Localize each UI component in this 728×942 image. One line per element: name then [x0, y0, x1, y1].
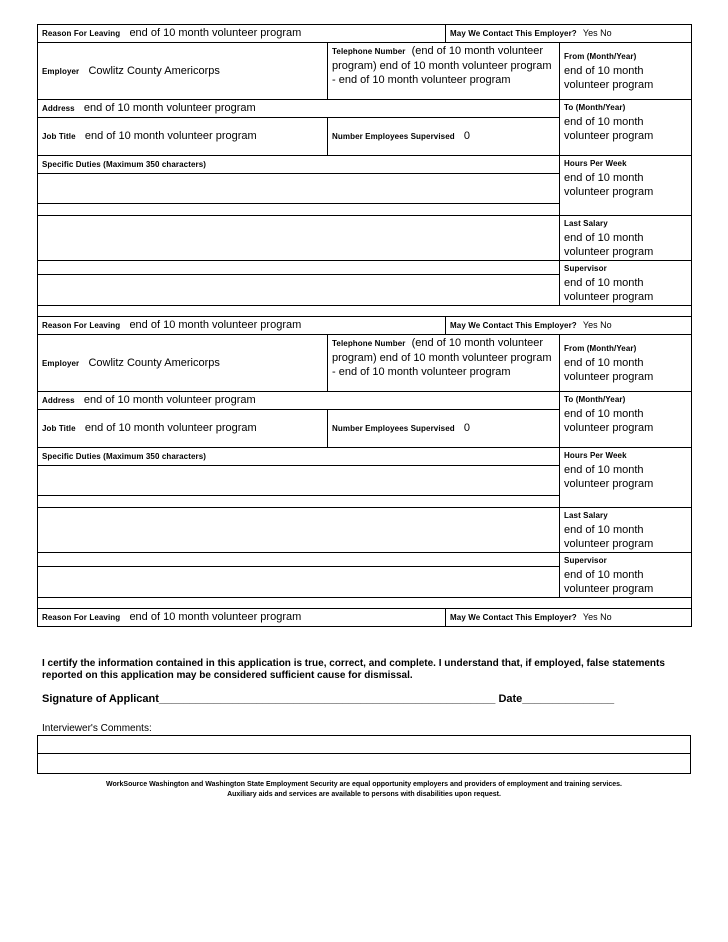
may-contact-field[interactable]: May We Contact This Employer? Yes No — [446, 25, 692, 43]
may-contact-field[interactable]: May We Contact This Employer? Yes No — [446, 317, 692, 335]
duties-line-2[interactable] — [38, 496, 560, 508]
spacer-row — [38, 598, 692, 609]
hours-per-week-field[interactable]: Hours Per Week end of 10 month volunteer program — [560, 448, 692, 508]
employer-field[interactable]: Employer Cowlitz County Americorps — [38, 335, 328, 392]
comments-divider — [38, 753, 690, 754]
address-field[interactable]: Address end of 10 month volunteer program — [38, 100, 560, 118]
employment-history-form — [37, 24, 691, 627]
employees-supervised-field[interactable]: Number Employees Supervised 0 — [328, 118, 560, 156]
employer-row — [38, 335, 692, 392]
salary-row — [38, 508, 692, 553]
employees-supervised-field[interactable]: Number Employees Supervised 0 — [328, 410, 560, 448]
reason-row-0 — [38, 25, 692, 43]
hours-per-week-field[interactable]: Hours Per Week end of 10 month volunteer program — [560, 156, 692, 216]
specific-duties-label: Specific Duties (Maximum 350 characters) — [38, 448, 560, 466]
specific-duties-label: Specific Duties (Maximum 350 characters) — [38, 156, 560, 174]
last-salary-field[interactable]: Last Salary end of 10 month volunteer program — [560, 216, 692, 261]
duties-line-3[interactable] — [38, 508, 560, 553]
spacer-row — [38, 306, 692, 317]
spacer-cell — [38, 598, 692, 609]
from-date-field[interactable]: From (Month/Year) end of 10 month volunteer program — [560, 335, 692, 392]
duties-line — [38, 261, 692, 275]
interviewer-comments-box[interactable] — [37, 735, 691, 774]
supervisor-field[interactable]: Supervisor end of 10 month volunteer program — [560, 553, 692, 598]
to-date-field[interactable]: To (Month/Year) end of 10 month volunteer program — [560, 100, 692, 156]
job-title-field[interactable]: Job Title end of 10 month volunteer program — [38, 118, 328, 156]
duties-line-3[interactable] — [38, 216, 560, 261]
employer-field[interactable]: Employer Cowlitz County Americorps — [38, 43, 328, 100]
duties-line — [38, 553, 692, 567]
employer-row — [38, 43, 692, 100]
duties-header-row — [38, 448, 692, 466]
duties-line-5[interactable] — [38, 566, 560, 597]
job-title-field[interactable]: Job Title end of 10 month volunteer program — [38, 410, 328, 448]
reason-for-leaving-field[interactable]: Reason For Leaving end of 10 month volunteer program — [38, 317, 446, 335]
duties-header-row — [38, 156, 692, 174]
footer-aids-line: Auxiliary aids and services are available to persons with disabilities upon request. — [227, 791, 501, 798]
duties-line-2[interactable] — [38, 204, 560, 216]
telephone-field[interactable]: Telephone Number (end of 10 month volunteer program) end of 10 month volunteer program - end of 10 month volunteer program — [328, 335, 560, 392]
address-row — [38, 100, 692, 118]
duties-line-5[interactable] — [38, 274, 560, 305]
from-date-field[interactable]: From (Month/Year) end of 10 month volunteer program — [560, 43, 692, 100]
duties-line-1[interactable] — [38, 174, 560, 204]
may-contact-field[interactable]: May We Contact This Employer? Yes No — [446, 609, 692, 627]
footer-notice — [37, 780, 691, 800]
reason-row-1 — [38, 317, 692, 335]
reason-row-2 — [38, 609, 692, 627]
supervisor-field[interactable]: Supervisor end of 10 month volunteer program — [560, 261, 692, 306]
salary-row — [38, 216, 692, 261]
signature-date-line[interactable]: Signature of Applicant_______________________________________________________ Date_______________ — [42, 693, 615, 705]
to-date-field[interactable]: To (Month/Year) end of 10 month volunteer program — [560, 392, 692, 448]
certification-statement: I certify the information contained in this application is true, correct, and complete. I understand that, if employed, false statements reported on this application may be considered sufficient cause for dismissal. — [42, 658, 665, 681]
spacer-cell — [38, 306, 692, 317]
address-field[interactable]: Address end of 10 month volunteer program — [38, 392, 560, 410]
footer-eeo-line: WorkSource Washington and Washington State Employment Security are equal opportunity employers and providers of employment and training services. — [106, 781, 622, 788]
last-salary-field[interactable]: Last Salary end of 10 month volunteer program — [560, 508, 692, 553]
reason-for-leaving-field[interactable]: Reason For Leaving end of 10 month volunteer program — [38, 609, 446, 627]
duties-line-4[interactable] — [38, 261, 560, 275]
telephone-field[interactable]: Telephone Number (end of 10 month volunteer program) end of 10 month volunteer program - end of 10 month volunteer program — [328, 43, 560, 100]
duties-line-1[interactable] — [38, 466, 560, 496]
duties-line-4[interactable] — [38, 553, 560, 567]
reason-for-leaving-field[interactable]: Reason For Leaving end of 10 month volunteer program — [38, 25, 446, 43]
interviewer-comments-label: Interviewer's Comments: — [42, 723, 152, 734]
address-row — [38, 392, 692, 410]
